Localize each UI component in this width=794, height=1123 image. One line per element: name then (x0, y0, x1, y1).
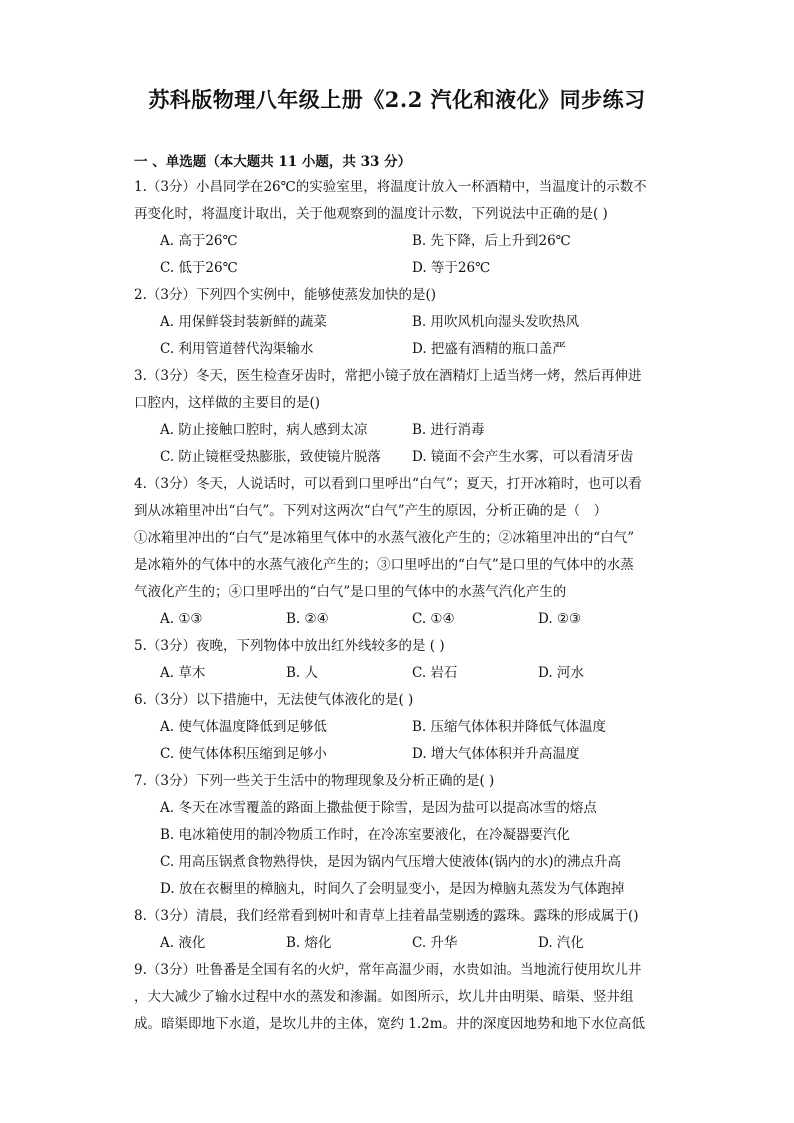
question-stem-line: 气液化产生的；④口里呼出的“白气”是口里的气体中的水蒸气汽化产生的 (134, 584, 567, 600)
option: B. 压缩气体体积并降低气体温度 (412, 719, 607, 735)
option: D. 汽化 (538, 935, 584, 951)
question (134, 363, 664, 471)
question-stem-line: 成。暗渠即地下水道，是坎儿井的主体，宽约 1.2m。井的深度因地势和地下水位高低 (134, 1016, 646, 1032)
question-stem-line: 3.（3分）冬天，医生检查牙齿时，常把小镜子放在酒精灯上适当烤一烤，然后再伸进 (134, 368, 642, 384)
option: D. 河水 (538, 665, 584, 681)
option: B. 进行消毒 (412, 422, 485, 438)
option: B. 用吹风机向湿头发吹热风 (412, 314, 580, 330)
question-stem-line: 到从冰箱里冲出“白气”。下列对这两次“白气”产生的原因，分析正确的是（ ） (134, 503, 608, 519)
option: D. 镜面不会产生水雾，可以看清牙齿 (412, 449, 634, 465)
question-stem-line: 6.（3分）以下措施中，无法使气体液化的是( ) (134, 692, 414, 708)
question-stem-line: 2.（3分）下列四个实例中，能够使蒸发加快的是() (134, 287, 437, 303)
option: A. 使气体温度降低到足够低 (160, 719, 327, 735)
option: D. 等于26℃ (412, 260, 491, 276)
option: C. 利用管道替代沟渠输水 (160, 341, 314, 357)
page-title: 苏科版物理八年级上册《2.2 汽化和液化》同步练习 (148, 87, 646, 112)
option: C. 升华 (412, 935, 458, 951)
option: A. 用保鲜袋封装新鲜的蔬菜 (160, 314, 327, 330)
question-stem-line: 是冰箱外的气体中的水蒸气液化产生的；③口里呼出的“白气”是口里的气体中的水蒸 (134, 557, 634, 573)
option: B. 电冰箱使用的制冷物质工作时，在冷冻室要液化，在冷凝器要汽化 (160, 827, 571, 843)
option: C. 低于26℃ (160, 260, 238, 276)
option: B. 人 (286, 665, 319, 681)
option: C. 用高压锅煮食物熟得快，是因为锅内气压增大使液体(锅内的水)的沸点升高 (160, 854, 621, 870)
option: D. 把盛有酒精的瓶口盖严 (412, 341, 566, 357)
question (134, 687, 664, 768)
question-stem-line: 1.（3分）小昌同学在26℃的实验室里，将温度计放入一杯酒精中，当温度计的示数不 (134, 179, 647, 195)
option: C. ①④ (412, 611, 455, 627)
option: A. 防止接触口腔时，病人感到太凉 (160, 422, 368, 438)
question-stem-line: 4.（3分）冬天，人说话时，可以看到口里呼出“白气”；夏天，打开冰箱时，也可以看 (134, 476, 642, 492)
option: A. 草木 (160, 665, 206, 681)
section-heading: 一 、单选题（本大题共 11 小题，共 33 分） (134, 154, 412, 170)
question-stem-line: 9.（3分）吐鲁番是全国有名的火炉，常年高温少雨，水贵如油。当地流行使用坎儿井 (134, 962, 642, 978)
option: C. 防止镜框受热膨胀，致使镜片脱落 (160, 449, 381, 465)
question (134, 282, 664, 363)
option: D. 增大气体体积并升高温度 (412, 746, 580, 762)
option: D. 放在衣橱里的樟脑丸，时间久了会明显变小，是因为樟脑丸蒸发为气体跑掉 (160, 881, 625, 897)
question-stem-line: ①冰箱里冲出的“白气”是冰箱里气体中的水蒸气液化产生的；②冰箱里冲出的“白气” (134, 530, 635, 546)
question-stem-line: 5.（3分）夜晚，下列物体中放出红外线较多的是 ( ) (134, 638, 445, 654)
question (134, 903, 664, 957)
question-stem-line: 7.（3分）下列一些关于生活中的物理现象及分析正确的是( ) (134, 773, 495, 789)
option: C. 岩石 (412, 665, 458, 681)
option: C. 使气体体积压缩到足够小 (160, 746, 327, 762)
question (134, 633, 664, 687)
question-stem-line: 8.（3分）清晨，我们经常看到树叶和青草上挂着晶莹剔透的露珠。露珠的形成属于() (134, 908, 639, 924)
question (134, 768, 664, 903)
option: B. 先下降，后上升到26℃ (412, 233, 571, 249)
option: A. 液化 (160, 935, 206, 951)
question (134, 471, 664, 633)
option: A. 高于26℃ (160, 233, 238, 249)
option: B. 熔化 (286, 935, 332, 951)
question-stem-line: 口腔内，这样做的主要目的是() (134, 395, 321, 411)
question (134, 174, 664, 282)
option: A. ①③ (160, 611, 203, 627)
question-list (134, 174, 664, 1038)
question (134, 957, 664, 1038)
option: D. ②③ (538, 611, 582, 627)
option: A. 冬天在冰雪覆盖的路面上撒盐便于除雪，是因为盐可以提高冰雪的熔点 (160, 800, 597, 816)
question-stem-line: ，大大减少了输水过程中水的蒸发和渗漏。如图所示，坎儿井由明渠、暗渠、竖井组 (134, 989, 634, 1005)
question-stem-line: 再变化时，将温度计取出，关于他观察到的温度计示数，下列说法中正确的是( ) (134, 206, 608, 222)
option: B. ②④ (286, 611, 329, 627)
